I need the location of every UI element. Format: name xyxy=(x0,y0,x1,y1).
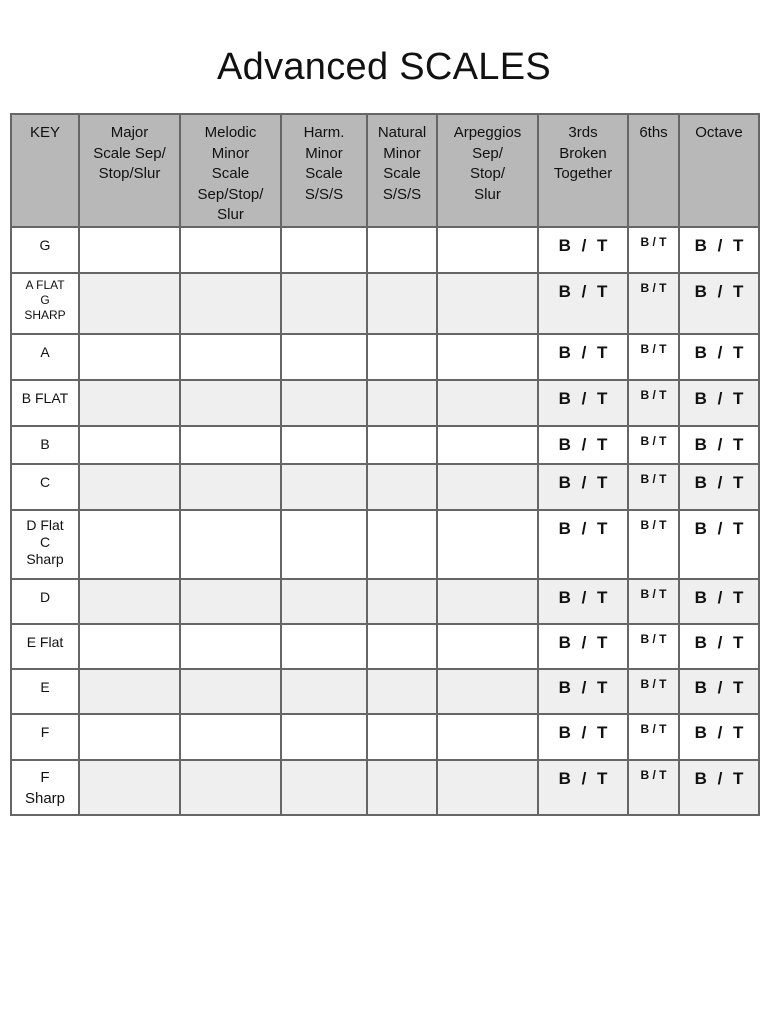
harmonic-minor-cell[interactable] xyxy=(281,273,367,334)
key-cell xyxy=(11,714,79,760)
header-harmonic-minor xyxy=(281,114,367,227)
thirds-cell[interactable]: B / T xyxy=(538,510,628,579)
harmonic-minor-cell[interactable] xyxy=(281,714,367,760)
sixths-cell[interactable]: B / T xyxy=(628,273,679,334)
melodic-minor-cell[interactable] xyxy=(180,426,281,464)
key-label: B xyxy=(40,435,50,452)
table-row xyxy=(11,579,759,624)
harmonic-minor-cell[interactable] xyxy=(281,464,367,510)
harmonic-minor-cell[interactable] xyxy=(281,760,367,815)
header-line: Melodic xyxy=(204,124,257,141)
key-label: F xyxy=(40,768,50,786)
natural-minor-cell[interactable] xyxy=(367,334,437,380)
table-row xyxy=(11,380,759,426)
thirds-cell[interactable]: B / T xyxy=(538,334,628,380)
major-scale-cell[interactable] xyxy=(79,426,180,464)
harmonic-minor-cell[interactable] xyxy=(281,227,367,273)
table-row xyxy=(11,426,759,464)
table-row xyxy=(11,273,759,334)
natural-minor-cell[interactable] xyxy=(367,714,437,760)
page-title: Advanced SCALES xyxy=(216,46,552,88)
header-line: Arpeggios xyxy=(453,124,522,141)
major-scale-cell[interactable] xyxy=(79,334,180,380)
header-line: Scale xyxy=(211,165,250,182)
header-line: KEY xyxy=(29,124,60,141)
header-line: Sep/Stop/ xyxy=(197,185,264,203)
table-row xyxy=(11,760,759,815)
header-line: Minor xyxy=(305,144,343,162)
key-cell xyxy=(11,510,79,579)
table-row xyxy=(11,510,759,579)
key-cell xyxy=(11,334,79,380)
octave-cell[interactable]: B / T xyxy=(679,510,759,579)
octave-cell[interactable]: B / T xyxy=(679,464,759,510)
arpeggios-cell[interactable] xyxy=(437,227,538,273)
harmonic-minor-cell[interactable] xyxy=(281,669,367,714)
key-label: B FLAT xyxy=(21,389,69,406)
header-line: Sep/ xyxy=(472,144,503,162)
key-label: A FLAT xyxy=(25,277,65,292)
key-label: Sharp xyxy=(24,789,66,807)
header-line: S/S/S xyxy=(304,185,344,203)
key-cell xyxy=(11,760,79,815)
header-line: Minor xyxy=(211,144,250,162)
melodic-minor-cell[interactable] xyxy=(180,227,281,273)
melodic-minor-cell[interactable] xyxy=(180,714,281,760)
major-scale-cell[interactable] xyxy=(79,669,180,714)
major-scale-cell[interactable] xyxy=(79,273,180,334)
natural-minor-cell[interactable] xyxy=(367,579,437,624)
octave-cell[interactable]: B / T xyxy=(679,760,759,815)
thirds-cell[interactable]: B / T xyxy=(538,760,628,815)
key-label: D xyxy=(39,588,51,605)
key-label: G xyxy=(40,292,50,307)
octave-cell[interactable]: B / T xyxy=(679,426,759,464)
header-line: Slur xyxy=(217,206,244,223)
header-key xyxy=(11,114,79,227)
sixths-cell[interactable]: B / T xyxy=(628,510,679,579)
major-scale-cell[interactable] xyxy=(79,624,180,669)
table-row xyxy=(11,624,759,669)
header-line: Together xyxy=(553,165,613,182)
major-scale-cell[interactable] xyxy=(79,380,180,426)
melodic-minor-cell[interactable] xyxy=(180,464,281,510)
header-line: Harm. xyxy=(303,124,345,141)
major-scale-cell[interactable] xyxy=(79,227,180,273)
header-thirds xyxy=(538,114,628,227)
octave-cell[interactable]: B / T xyxy=(679,624,759,669)
sixths-cell[interactable]: B / T xyxy=(628,464,679,510)
thirds-cell[interactable]: B / T xyxy=(538,579,628,624)
arpeggios-cell[interactable] xyxy=(437,334,538,380)
header-line: 6ths xyxy=(639,124,668,141)
header-line: S/S/S xyxy=(382,185,422,203)
header-major-scale xyxy=(79,114,180,227)
arpeggios-cell[interactable] xyxy=(437,760,538,815)
major-scale-cell[interactable] xyxy=(79,510,180,579)
key-label: E Flat xyxy=(26,633,64,650)
header-line: Broken xyxy=(559,144,607,162)
header-line: Octave xyxy=(695,124,743,141)
melodic-minor-cell[interactable] xyxy=(180,510,281,579)
table-row xyxy=(11,464,759,510)
harmonic-minor-cell[interactable] xyxy=(281,624,367,669)
key-label: C xyxy=(39,533,51,550)
arpeggios-cell[interactable] xyxy=(437,669,538,714)
table-row xyxy=(11,714,759,760)
major-scale-cell[interactable] xyxy=(79,760,180,815)
header-line: Scale xyxy=(305,165,343,182)
octave-cell[interactable]: B / T xyxy=(679,273,759,334)
sixths-cell[interactable]: B / T xyxy=(628,227,679,273)
header-line: Minor xyxy=(383,144,421,162)
harmonic-minor-cell[interactable] xyxy=(281,510,367,579)
natural-minor-cell[interactable] xyxy=(367,624,437,669)
major-scale-cell[interactable] xyxy=(79,579,180,624)
key-label: E xyxy=(40,678,50,695)
key-cell xyxy=(11,579,79,624)
natural-minor-cell[interactable] xyxy=(367,464,437,510)
key-label: C xyxy=(39,473,51,490)
natural-minor-cell[interactable] xyxy=(367,426,437,464)
thirds-cell[interactable]: B / T xyxy=(538,464,628,510)
header-line: 3rds xyxy=(568,124,598,141)
octave-cell[interactable]: B / T xyxy=(679,579,759,624)
table-row xyxy=(11,334,759,380)
header-line: Scale xyxy=(383,165,421,182)
arpeggios-cell[interactable] xyxy=(437,426,538,464)
natural-minor-cell[interactable] xyxy=(367,273,437,334)
key-cell xyxy=(11,227,79,273)
sixths-cell[interactable]: B / T xyxy=(628,714,679,760)
key-label: G xyxy=(39,236,51,253)
arpeggios-cell[interactable] xyxy=(437,273,538,334)
table-row xyxy=(11,669,759,714)
key-cell xyxy=(11,624,79,669)
natural-minor-cell[interactable] xyxy=(367,227,437,273)
octave-cell[interactable]: B / T xyxy=(679,380,759,426)
header-line: Scale Sep/ xyxy=(93,144,166,162)
key-label: SHARP xyxy=(24,307,66,322)
key-cell xyxy=(11,426,79,464)
key-cell xyxy=(11,380,79,426)
thirds-cell[interactable]: B / T xyxy=(538,624,628,669)
arpeggios-cell[interactable] xyxy=(437,380,538,426)
major-scale-cell[interactable] xyxy=(79,714,180,760)
key-cell xyxy=(11,669,79,714)
melodic-minor-cell[interactable] xyxy=(180,380,281,426)
header-melodic-minor xyxy=(180,114,281,227)
thirds-cell[interactable]: B / T xyxy=(538,273,628,334)
melodic-minor-cell[interactable] xyxy=(180,760,281,815)
header-line: Natural xyxy=(377,124,427,141)
header-octave xyxy=(679,114,759,227)
melodic-minor-cell[interactable] xyxy=(180,669,281,714)
melodic-minor-cell[interactable] xyxy=(180,273,281,334)
table-row xyxy=(11,227,759,273)
key-cell xyxy=(11,273,79,334)
thirds-cell[interactable]: B / T xyxy=(538,227,628,273)
thirds-cell[interactable]: B / T xyxy=(538,426,628,464)
header-line: Stop/Slur xyxy=(98,165,161,182)
arpeggios-cell[interactable] xyxy=(437,714,538,760)
sixths-cell[interactable]: B / T xyxy=(628,669,679,714)
key-label: A xyxy=(40,343,50,360)
key-label: F xyxy=(40,723,50,740)
header-line: Slur xyxy=(474,185,501,203)
arpeggios-cell[interactable] xyxy=(437,579,538,624)
sixths-cell[interactable]: B / T xyxy=(628,380,679,426)
melodic-minor-cell[interactable] xyxy=(180,334,281,380)
header-natural-minor xyxy=(367,114,437,227)
harmonic-minor-cell[interactable] xyxy=(281,380,367,426)
octave-cell[interactable]: B / T xyxy=(679,227,759,273)
sixths-cell[interactable]: B / T xyxy=(628,760,679,815)
octave-cell[interactable]: B / T xyxy=(679,669,759,714)
header-sixths xyxy=(628,114,679,227)
sixths-cell[interactable]: B / T xyxy=(628,426,679,464)
arpeggios-cell[interactable] xyxy=(437,510,538,579)
thirds-cell[interactable]: B / T xyxy=(538,380,628,426)
melodic-minor-cell[interactable] xyxy=(180,579,281,624)
scales-table xyxy=(10,113,760,816)
natural-minor-cell[interactable] xyxy=(367,760,437,815)
natural-minor-cell[interactable] xyxy=(367,510,437,579)
header-row xyxy=(11,114,759,227)
arpeggios-cell[interactable] xyxy=(437,464,538,510)
thirds-cell[interactable]: B / T xyxy=(538,714,628,760)
key-label: D Flat xyxy=(26,516,64,533)
sixths-cell[interactable]: B / T xyxy=(628,334,679,380)
melodic-minor-cell[interactable] xyxy=(180,624,281,669)
natural-minor-cell[interactable] xyxy=(367,380,437,426)
arpeggios-cell[interactable] xyxy=(437,624,538,669)
sixths-cell[interactable]: B / T xyxy=(628,624,679,669)
harmonic-minor-cell[interactable] xyxy=(281,334,367,380)
header-arpeggios xyxy=(437,114,538,227)
key-cell xyxy=(11,464,79,510)
harmonic-minor-cell[interactable] xyxy=(281,426,367,464)
major-scale-cell[interactable] xyxy=(79,464,180,510)
harmonic-minor-cell[interactable] xyxy=(281,579,367,624)
natural-minor-cell[interactable] xyxy=(367,669,437,714)
sixths-cell[interactable]: B / T xyxy=(628,579,679,624)
header-line: Stop/ xyxy=(469,165,506,182)
key-label: Sharp xyxy=(26,550,64,567)
thirds-cell[interactable]: B / T xyxy=(538,669,628,714)
octave-cell[interactable]: B / T xyxy=(679,334,759,380)
header-line: Major xyxy=(110,124,149,141)
octave-cell[interactable]: B / T xyxy=(679,714,759,760)
